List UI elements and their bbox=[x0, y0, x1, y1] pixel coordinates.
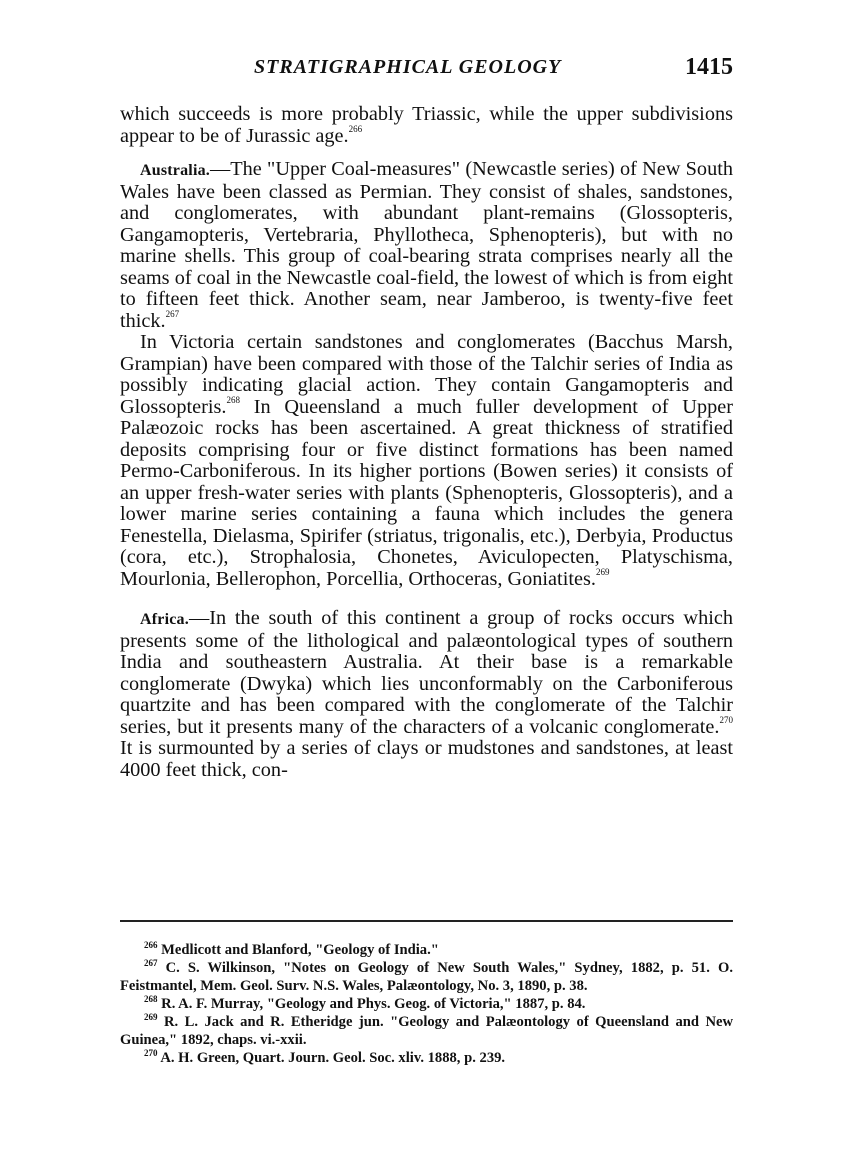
footnote-number: 270 bbox=[144, 1048, 158, 1058]
paragraph-text-continued: It is surmounted by a series of clays or mudstones and sandstones, at least 4000 feet thick, con- bbox=[120, 737, 733, 781]
footnote-number: 266 bbox=[144, 940, 158, 950]
section-heading-africa: Africa. bbox=[140, 611, 189, 628]
page-number: 1415 bbox=[685, 54, 733, 80]
footnotes bbox=[120, 941, 733, 1067]
paragraph-text: —The "Upper Coal-measures" (Newcastle series) of New South Wales have been classed as Permian. They consist of shales, sandstones, and conglomerates, with abundant plant-remains (Glossopteris, Gangamopteris, Vertebraria, Phyllotheca, Sphenopteris), but with no marine shells. This group of coal-bearing strata comprises nearly all the seams of coal in the Newcastle coal-field, the lowest of which is from eight to fifteen feet thick. Another seam, near Jamberoo, is twenty-five feet thick. bbox=[120, 158, 733, 332]
footnote-ref: 267 bbox=[165, 308, 180, 319]
footnote-ref: 268 bbox=[226, 394, 240, 405]
footnote-269 bbox=[120, 1013, 733, 1049]
footnote-text: R. L. Jack and R. Etheridge jun. "Geology and Palæontology of Queensland and New Guinea," 1892, chaps. vi.-xxii. bbox=[120, 1014, 734, 1048]
footnote-268 bbox=[120, 995, 733, 1013]
footnote-270 bbox=[120, 1049, 733, 1067]
page-header bbox=[120, 56, 733, 90]
paragraph-text-continued: In Queensland a much fuller development of Upper Palæozoic rocks has been ascertained. A great thickness of stratified deposits comprising four or five distinct formations has been named Permo-Carboniferous. In its higher portions (Bowen series) it consists of an upper fresh-water series with plants (Sphenopteris, Glossopteris), and a lower marine series containing a fauna which includes the genera Fenestella, Dielasma, Spirifer (striatus, trigonalis, etc.), Derbyia, Productus (cora, etc.), Strophalosia, Chonetes, Aviculopecten, Platyschisma, Mourlonia, Bellerophon, Porcellia, Orthoceras, Goniatites. bbox=[120, 395, 733, 590]
footnote-text: A. H. Green, Quart. Journ. Geol. Soc. xliv. 1888, p. 239. bbox=[160, 1050, 506, 1066]
footnote-text: C. S. Wilkinson, "Notes on Geology of New South Wales," Sydney, 1882, p. 51. O. Feistmantel, Mem. Geol. Surv. N.S. Wales, Palæontology, No. 3, 1890, p. 38. bbox=[120, 960, 733, 994]
footnote-divider bbox=[120, 920, 733, 922]
footnote-number: 268 bbox=[144, 994, 158, 1004]
footnote-266 bbox=[120, 941, 733, 959]
paragraph-australia bbox=[120, 159, 733, 332]
paragraph-text: —In the south of this continent a group of rocks occurs which presents some of the lithological and palæontological types of southern India and southeastern Australia. At their base is a remarkable conglomerate (Dwyka) which lies unconformably on the Carboniferous quartzite and has been compared with the conglomerate of the Talchir series, but it presents many of the characters of a volcanic conglomerate. bbox=[120, 607, 733, 738]
paragraph-africa bbox=[120, 608, 733, 781]
footnote-ref: 266 bbox=[348, 123, 363, 134]
paragraph-triassic bbox=[120, 104, 733, 147]
footnote-number: 269 bbox=[144, 1012, 158, 1022]
footnote-text: R. A. F. Murray, "Geology and Phys. Geog. of Victoria," 1887, p. 84. bbox=[161, 996, 586, 1012]
footnote-267 bbox=[120, 959, 733, 995]
footnote-text: Medlicott and Blanford, "Geology of India." bbox=[161, 942, 439, 958]
paragraph-victoria bbox=[120, 332, 733, 590]
paragraph-text: In Victoria certain sandstones and conglomerates (Bacchus Marsh, Grampian) have been compared with those of the Talchir series of India as possibly indicating glacial action. They contain Gangamopteris and Glossopteris. bbox=[120, 331, 733, 418]
footnote-ref: 270 bbox=[719, 714, 733, 725]
section-heading-australia: Australia. bbox=[140, 162, 210, 179]
footnote-number: 267 bbox=[144, 958, 158, 968]
running-title: STRATIGRAPHICAL GEOLOGY bbox=[254, 56, 562, 78]
footnote-ref: 269 bbox=[595, 566, 610, 577]
paragraph-text: which succeeds is more probably Triassic, while the upper subdivisions appear to be of Jurassic age. bbox=[120, 103, 733, 147]
body-text bbox=[120, 104, 733, 781]
